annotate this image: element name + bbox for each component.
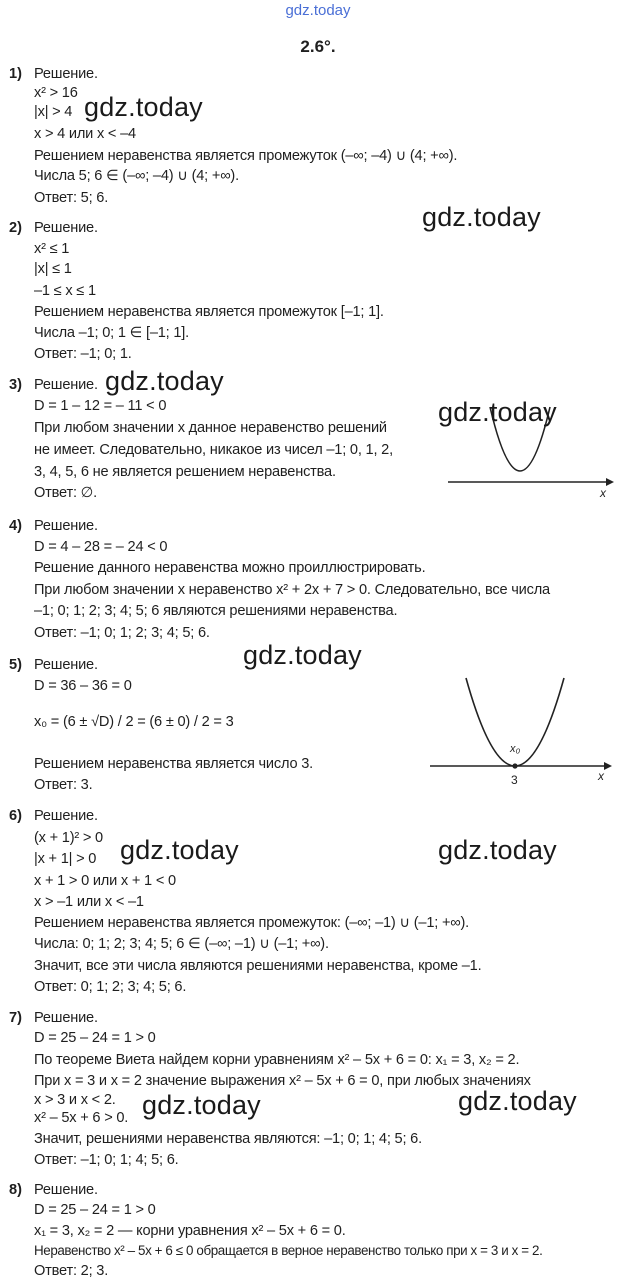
problem-line: Ответ: –1; 0; 1. xyxy=(34,346,132,362)
vertex-label: x₀ xyxy=(510,743,521,755)
problem-line: x₁ = 3, x₂ = 2 — корни уравнения x² – 5x + 6 = 0. xyxy=(34,1223,346,1239)
problem-line: x > –1 или x < –1 xyxy=(34,894,144,910)
problem-line: Ответ: 2; 3. xyxy=(34,1263,109,1279)
problem-line: Решение. xyxy=(34,1182,98,1198)
x-axis-label: x xyxy=(598,769,604,783)
problem-line: –1; 0; 1; 2; 3; 4; 5; 6 являются решениями неравенства. xyxy=(34,603,398,619)
problem-line: Решение данного неравенства можно проиллюстрировать. xyxy=(34,560,426,576)
problem-line: Числа –1; 0; 1 ∈ [–1; 1]. xyxy=(34,325,189,341)
problem-line: При любом значении x данное неравенство решений xyxy=(34,420,387,436)
problem-number: 4) xyxy=(9,518,22,534)
problem-line: При любом значении x неравенство x² + 2x + 7 > 0. Следовательно, все числа xyxy=(34,582,550,598)
problem-line: –1 ≤ x ≤ 1 xyxy=(34,283,96,299)
problem-line: x² – 5x + 6 > 0. xyxy=(34,1110,129,1126)
problem-line: (x + 1)² > 0 xyxy=(34,830,103,846)
problem-line: |x| > 4 xyxy=(34,104,73,120)
problem-line: D = 25 – 24 = 1 > 0 xyxy=(34,1030,156,1046)
problem-line: Решением неравенства является промежуток: (–∞; –1) ∪ (–1; +∞). xyxy=(34,915,469,931)
problem-line: Решение. xyxy=(34,377,98,393)
problem-line: Числа: 0; 1; 2; 3; 4; 5; 6 ∈ (–∞; –1) ∪ (–1; +∞). xyxy=(34,936,329,952)
problem-line: Решением неравенства является промежуток [–1; 1]. xyxy=(34,304,384,320)
problem-line: По теореме Виета найдем корни уравнениям x² – 5x + 6 = 0: x₁ = 3, x₂ = 2. xyxy=(34,1052,520,1068)
problem-line: Решение. xyxy=(34,66,98,82)
problem-line: |x| ≤ 1 xyxy=(34,261,72,277)
x-axis-arrow xyxy=(606,478,614,486)
problem-line: Решение. xyxy=(34,1010,98,1026)
problem-line: D = 25 – 24 = 1 > 0 xyxy=(34,1202,156,1218)
problem-number: 7) xyxy=(9,1010,22,1026)
problem-line: При x = 3 и x = 2 значение выражения x² – 5x + 6 = 0, при любых значениях xyxy=(34,1073,531,1089)
x-axis-label: x xyxy=(600,486,606,500)
vertex-point xyxy=(512,763,517,768)
problem-line: x > 4 или x < –4 xyxy=(34,126,136,142)
problem-line: x² ≤ 1 xyxy=(34,241,70,257)
problem-line: x₀ = (6 ± √D) / 2 = (6 ± 0) / 2 = 3 xyxy=(34,714,234,730)
watermark: gdz.today xyxy=(422,202,541,232)
problem-line: D = 1 – 12 = – 11 < 0 xyxy=(34,398,167,414)
watermark: gdz.today xyxy=(243,640,362,670)
problem-line: Решение. xyxy=(34,220,98,236)
problem-line: Решением неравенства является промежуток (–∞; –4) ∪ (4; +∞). xyxy=(34,148,458,164)
problem-line: Неравенство x² – 5x + 6 ≤ 0 обращается в верное неравенство только при x = 3 и x = 2. xyxy=(34,1243,543,1258)
x-axis-arrow xyxy=(604,762,612,770)
problem-number: 1) xyxy=(9,66,22,82)
watermark: gdz.today xyxy=(120,835,239,865)
watermark: gdz.today xyxy=(105,366,224,396)
watermark: gdz.today xyxy=(438,835,557,865)
watermark: gdz.today xyxy=(84,92,203,122)
problem-line: 3, 4, 5, 6 не является решением неравенства. xyxy=(34,464,336,480)
problem-line: x + 1 > 0 или x + 1 < 0 xyxy=(34,873,176,889)
tick-label: 3 xyxy=(511,773,518,787)
problem-line: Решение. xyxy=(34,518,98,534)
problem-line: Значит, все эти числа являются решениями неравенства, кроме –1. xyxy=(34,958,482,974)
watermark: gdz.today xyxy=(142,1090,261,1120)
problem-line: Ответ: 0; 1; 2; 3; 4; 5; 6. xyxy=(34,979,187,995)
problem-line: Ответ: ∅. xyxy=(34,485,98,501)
problem-line: Ответ: 5; 6. xyxy=(34,190,109,206)
problem-number: 3) xyxy=(9,377,22,393)
problem-line: Решение. xyxy=(34,808,98,824)
exercise-title: 2.6°. xyxy=(300,37,336,56)
problem-number: 6) xyxy=(9,808,22,824)
problem-number: 5) xyxy=(9,657,22,673)
problem-line: D = 36 – 36 = 0 xyxy=(34,678,132,694)
problem-line: Ответ: –1; 0; 1; 2; 3; 4; 5; 6. xyxy=(34,625,210,641)
problem-line: D = 4 – 28 = – 24 < 0 xyxy=(34,539,168,555)
problem-line: Решением неравенства является число 3. xyxy=(34,756,313,772)
problem-line: Ответ: 3. xyxy=(34,777,93,793)
problem-line: Числа 5; 6 ∈ (–∞; –4) ∪ (4; +∞). xyxy=(34,168,239,184)
watermark: gdz.today xyxy=(458,1086,577,1116)
problem-line: не имеет. Следовательно, никакое из чисел –1; 0, 1, 2, xyxy=(34,442,393,458)
problem-line: Значит, решениями неравенства являются: –1; 0; 1; 4; 5; 6. xyxy=(34,1131,422,1147)
problem-line: |x + 1| > 0 xyxy=(34,851,97,867)
problem-line: Решение. xyxy=(34,657,98,673)
site-header[interactable]: gdz.today xyxy=(285,2,351,19)
watermark: gdz.today xyxy=(438,397,557,427)
problem-line: x² > 16 xyxy=(34,85,78,101)
parabola-graph-5 xyxy=(430,672,620,790)
problem-line: x > 3 и x < 2. xyxy=(34,1092,116,1108)
problem-number: 2) xyxy=(9,220,22,236)
problem-number: 8) xyxy=(9,1182,22,1198)
problem-line: Ответ: –1; 0; 1; 4; 5; 6. xyxy=(34,1152,179,1168)
